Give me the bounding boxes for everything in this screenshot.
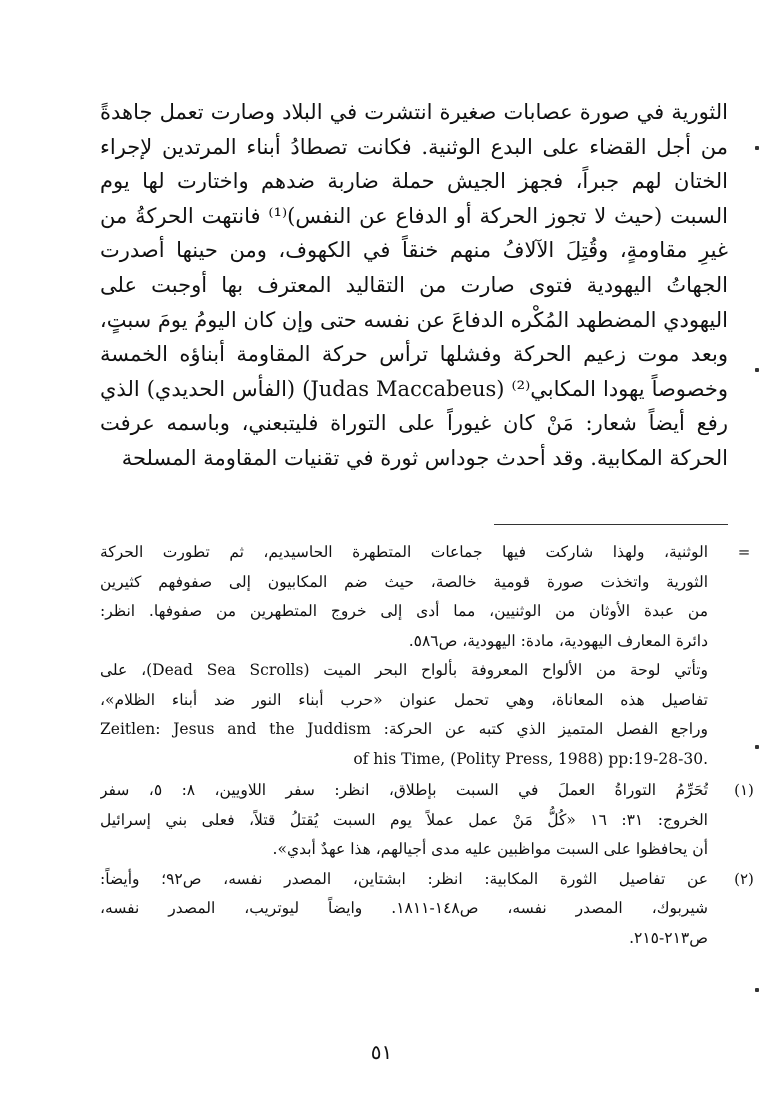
footnote-separator bbox=[494, 524, 728, 525]
footnote-line: وراجع الفصل المتميز الذي كتبه عن الحركة: Zeitlen: Jesus and the Juddism bbox=[100, 720, 708, 738]
footnote-line: الخروج: ٣١: ١٦ «كُلُّ مَنْ عمل عملاً يوم السبت يُقتلُ قتلاً، فعلى بني إسرائيل bbox=[100, 810, 708, 829]
main-text-line: وخصوصاً يهودا المكابي⁽²⁾ (Judas Maccabeus) (الفأس الحديدي) الذي bbox=[100, 376, 728, 401]
main-text-line: الثورية في صورة عصابات صغيرة انتشرت في البلاد وصارت تعمل جاهدةً bbox=[100, 100, 728, 124]
footnote-line: عن تفاصيل الثورة المكابية: انظر: ابشتاين، المصدر نفسه، ص٩٢؛ وأيضاً: bbox=[100, 869, 708, 888]
footnote-line: دائرة المعارف اليهودية، مادة: اليهودية، ص٥٨٦. bbox=[408, 631, 708, 650]
main-text-line: الختان لهم جبراً، فجهز الجيش حملة ضاربة ضدهم واختارت لها يوم bbox=[100, 169, 728, 194]
page-number: ٥١ bbox=[370, 1040, 393, 1064]
main-text-line: وبعد موت زعيم الحركة وفشلها ترأس حركة المقاومة أبناؤه الخمسة bbox=[100, 342, 728, 367]
main-text-line: الحركة المكابية. وقد أحدث جوداس ثورة في تقنيات المقاومة المسلحة bbox=[121, 445, 728, 470]
scan-mark bbox=[755, 988, 759, 992]
scan-mark bbox=[755, 146, 759, 150]
footnotes-section bbox=[100, 538, 754, 953]
footnote-line: تُحَرِّمُ التوراةُ العملَ في السبت بإطلاق، انظر: سفر اللاويين، ٨: ٥، سفر bbox=[100, 781, 708, 799]
main-text-line: السبت (حيث لا تجوز الحركة أو الدفاع عن النفس)⁽¹⁾ فانتهت الحركةُ من bbox=[100, 203, 728, 228]
footnote-marker: (٢) bbox=[734, 869, 754, 888]
footnote-continuation bbox=[100, 538, 751, 774]
footnote-line: .of his Time, (Polity Press, 1988) pp:19-28-30 bbox=[353, 749, 708, 768]
footnote-line: تفاصيل هذه المعاناة، وهي تحمل عنوان «حرب أبناء النور ضد أبناء الظلام»، bbox=[100, 690, 708, 709]
main-text-line: غيرِ مقاومةٍ، وقُتِلَ الآلافُ منهم خنقاً في الكهوف، ومن حينها أصدرت bbox=[100, 238, 728, 263]
main-text-line: من أجل القضاء على البدع الوثنية. فكانت تصطادُ أبناء المرتدين لإجراء bbox=[100, 134, 728, 159]
footnote-line: وتأتي لوحة من الألواح المعروفة بألواح البحر الميت (Dead Sea Scrolls)، على bbox=[100, 661, 708, 679]
main-text-line: رفع أيضاً شعار: مَنْ كان غيوراً على التوراة فليتبعني، وباسمه عرفت bbox=[100, 411, 728, 436]
main-text-line: الجهاتُ اليهودية فتوى صارت من التقاليد المعترف بها أوجبت على bbox=[100, 272, 728, 297]
footnote-line: من عبدة الأوثان من الوثنيين، مما أدى إلى خروج المتطهرين من صفوفها. انظر: bbox=[100, 602, 708, 620]
scan-mark bbox=[755, 368, 759, 372]
footnote-line: ص٢١٣-٢١٥. bbox=[629, 928, 708, 947]
footnote-line: الوثنية، ولهذا شاركت فيها جماعات المتطهرة الحاسيديم، ثم تطورت الحركة bbox=[100, 543, 708, 561]
main-text-block bbox=[100, 95, 728, 476]
footnote-2 bbox=[100, 865, 754, 954]
continuation-marker: = bbox=[737, 543, 751, 561]
footnote-1 bbox=[100, 776, 754, 865]
main-text-line: اليهودي المضطهد المُكْره الدفاعَ عن نفسه حتى وإن كان اليومُ يومَ سبتٍ، bbox=[100, 307, 728, 332]
footnote-line: الثورية واتخذت صورة قومية خالصة، حيث ضم المكابيون إلى صفوفهم كثيرين bbox=[100, 572, 708, 591]
scan-mark bbox=[755, 745, 759, 749]
footnote-marker: (١) bbox=[734, 781, 754, 799]
footnote-line: شيربوك، المصدر نفسه، ص١٤٨-١٨١١. وايضاً ليوتريب، المصدر نفسه، bbox=[100, 899, 708, 917]
footnote-line: أن يحافظوا على السبت مواظبين عليه مدى أجيالهم، هذا عهدٌ أبدي». bbox=[272, 840, 708, 858]
